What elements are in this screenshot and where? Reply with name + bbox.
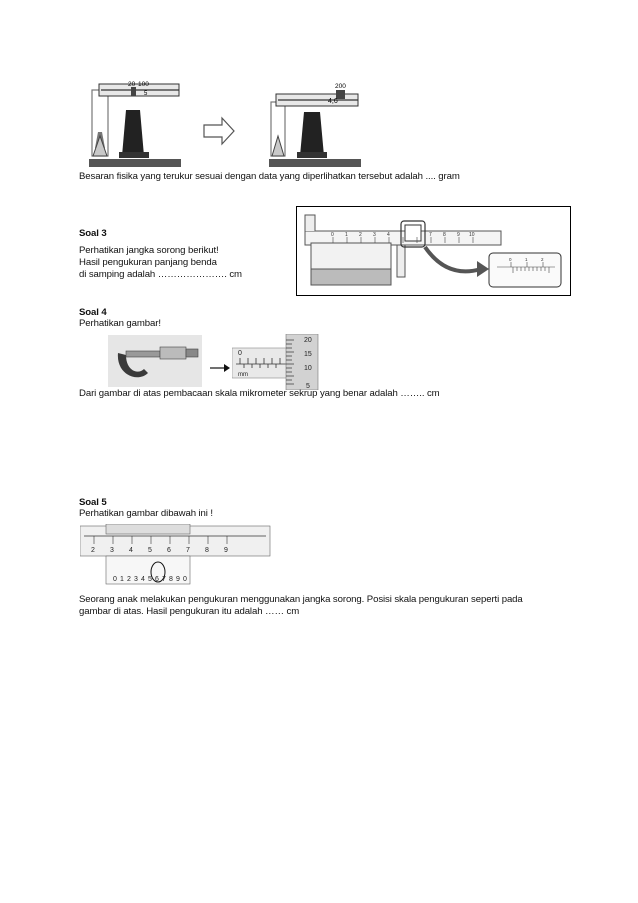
caliper-figure-soal-3 (296, 206, 571, 296)
soal-5-question-line-2: gambar di atas. Hasil pengukuran itu adalah …… cm (79, 606, 300, 617)
main-scale-label: 7 (186, 547, 190, 554)
soal-4-question: Dari gambar di atas pembacaan skala mikrometer sekrup yang benar adalah …….. cm (79, 388, 440, 399)
balance-right (269, 83, 361, 167)
soal-3-line-1: Perhatikan jangka sorong berikut! (79, 245, 219, 256)
soal-3-title: Soal 3 (79, 228, 107, 239)
vernier-label: 2 (127, 576, 131, 583)
vernier-label: 8 (169, 576, 173, 583)
vernier-label: 1 (120, 576, 124, 583)
balance-left (89, 81, 181, 167)
main-scale-label: 2 (359, 232, 362, 238)
zoom-scale-label: 0 (509, 257, 512, 262)
rider-label-5: 5 (144, 91, 148, 97)
question-balance-text: Besaran fisika yang terukur sesuai dengan data yang diperlihatkan tersebut adalah .... gram (79, 171, 460, 182)
zoom-scale-label: 1 (525, 257, 528, 262)
sleeve-label-mm: mm (238, 372, 248, 378)
main-scale-label: 4 (129, 547, 133, 554)
vernier-label: 4 (141, 576, 145, 583)
main-scale-label: 2 (91, 547, 95, 554)
vernier-label: 9 (176, 576, 180, 583)
rider-label-4-6: 4,6 (328, 98, 338, 105)
vernier-caliper-figure-soal-5 (80, 524, 280, 586)
soal-4-title: Soal 4 (79, 307, 107, 318)
main-scale-label: 10 (469, 232, 475, 238)
rider-label-100: 100 (138, 81, 149, 88)
main-scale-label: 3 (373, 232, 376, 238)
main-scale-label: 7 (429, 232, 432, 238)
micrometer-photo (108, 335, 202, 387)
rider-label-20: 20 (128, 81, 136, 88)
thimble-label: 20 (304, 337, 312, 344)
soal-3-line-2: Hasil pengukuran panjang benda (79, 257, 217, 268)
main-scale-label: 6 (167, 547, 171, 554)
vernier-label: 0 (183, 576, 187, 583)
thimble-label: 15 (304, 351, 312, 358)
main-scale-label: 5 (148, 547, 152, 554)
sleeve-label-0: 0 (238, 350, 242, 357)
main-scale-label: 3 (110, 547, 114, 554)
vernier-label: 5 (148, 576, 152, 583)
vernier-label: 3 (134, 576, 138, 583)
soal-5-title: Soal 5 (79, 497, 107, 508)
micrometer-arrow-icon (210, 360, 230, 370)
main-scale-label: 0 (331, 232, 334, 238)
main-scale-label: 1 (345, 232, 348, 238)
zoom-arrow-icon (425, 247, 481, 271)
soal-4-instruction: Perhatikan gambar! (79, 318, 161, 329)
balance-figure (86, 70, 366, 170)
vernier-label: 6 (155, 576, 159, 583)
soal-5-instruction: Perhatikan gambar dibawah ini ! (79, 508, 213, 519)
thimble-label: 10 (304, 365, 312, 372)
main-scale-label: 8 (443, 232, 446, 238)
right-arrow-icon (204, 118, 234, 144)
zoom-scale-label: 2 (541, 257, 544, 262)
main-scale-label: 4 (387, 232, 390, 238)
soal-5-question-line-1: Seorang anak melakukan pengukuran menggunakan jangka sorong. Posisi skala pengukuran seperti pada (79, 594, 523, 605)
main-scale-label: 8 (205, 547, 209, 554)
main-scale-label: 9 (457, 232, 460, 238)
rider-label-200: 200 (335, 83, 346, 90)
micrometer-scale-zoom (232, 334, 320, 390)
thimble-label: 5 (306, 383, 310, 390)
vernier-label: 7 (162, 576, 166, 583)
soal-3-line-3: di samping adalah …………………. cm (79, 269, 242, 280)
main-scale-label: 9 (224, 547, 228, 554)
vernier-label: 0 (113, 576, 117, 583)
